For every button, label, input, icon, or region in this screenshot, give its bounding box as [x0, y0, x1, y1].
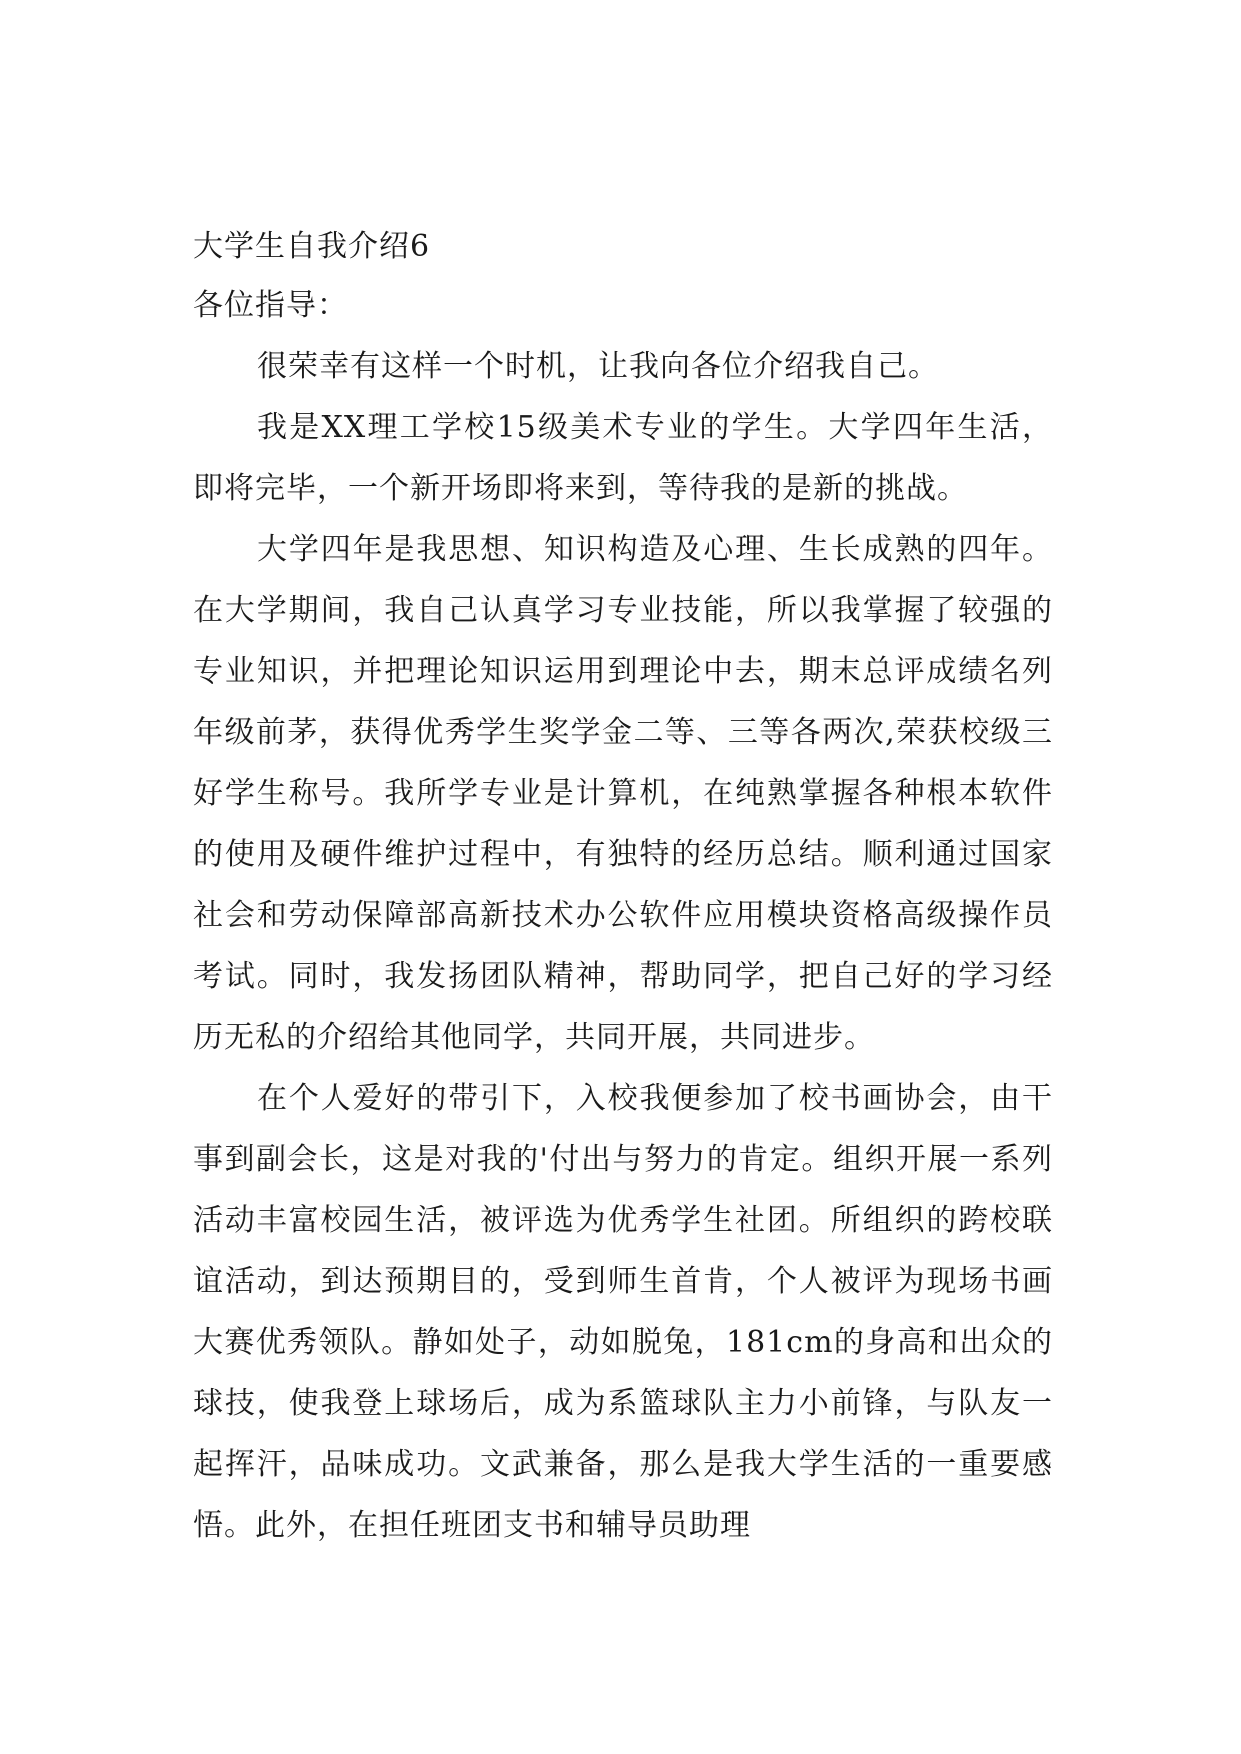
paragraph-activities: 在个人爱好的带引下，入校我便参加了校书画协会，由干事到副会长，这是对我的'付出与努力的肯定。组织开展一系列活动丰富校园生活，被评选为优秀学生社团。所组织的跨校联谊活动，到达预期目的，受到师生首肯，个人被评为现场书画大赛优秀领队。静如处子，动如脱兔，181cm的身高和出众的球技，使我登上球场后，成为系篮球队主力小前锋，与队友一起挥汗，品味成功。文武兼备，那么是我大学生活的一重要感悟。此外，在担任班团支书和辅导员助理	[193, 1081, 1053, 1543]
paragraph-opening: 很荣幸有这样一个时机，让我向各位介绍我自己。	[257, 349, 939, 384]
salutation: 各位指导：	[193, 288, 348, 323]
document-title: 大学生自我介绍6	[193, 229, 431, 264]
paragraph-achievements: 大学四年是我思想、知识构造及心理、生长成熟的四年。在大学期间，我自己认真学习专业技能，所以我掌握了较强的专业知识，并把理论知识运用到理论中去，期末总评成绩名列年级前茅，获得优秀学生奖学金二等、三等各两次,荣获校级三好学生称号。我所学专业是计算机，在纯熟掌握各种根本软件的使用及硬件维护过程中，有独特的经历总结。顺利通过国家社会和劳动保障部高新技术办公软件应用模块资格高级操作员考试。同时，我发扬团队精神，帮助同学，把自己好的学习经历无私的介绍给其他同学，共同开展，共同进步。	[193, 532, 1053, 1055]
paragraph-background: 我是XX理工学校15级美术专业的学生。大学四年生活，即将完毕，一个新开场即将来到，等待我的是新的挑战。	[193, 410, 1053, 506]
document-body	[193, 218, 1053, 1556]
